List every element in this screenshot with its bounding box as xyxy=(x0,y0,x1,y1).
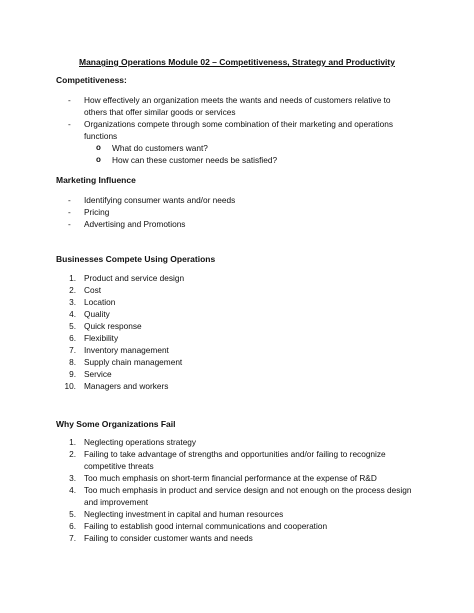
sub-bullet-o: o xyxy=(96,155,101,164)
list-number: 6. xyxy=(69,521,76,531)
list-item-line: Failing to take advantage of strengths and opportunities and/or failing to recognize xyxy=(84,449,386,459)
list-item-line: functions xyxy=(84,131,118,141)
list-number: 4. xyxy=(69,309,76,319)
list-item: Pricing xyxy=(84,207,110,217)
list-item-line: How effectively an organization meets the wants and needs of customers relative to xyxy=(84,95,391,105)
bullet-dash: - xyxy=(68,195,71,205)
list-item-line: Organizations compete through some combination of their marketing and operations xyxy=(84,119,394,129)
section-heading-failures: Why Some Organizations Fail xyxy=(56,419,176,429)
sub-bullet-o: o xyxy=(96,143,101,152)
sub-list-item: How can these customer needs be satisfied? xyxy=(112,155,278,165)
list-item-line: Too much emphasis in product and service design and not enough on the process design xyxy=(84,485,412,495)
list-item: Service xyxy=(84,369,112,379)
list-item: Flexibility xyxy=(84,333,119,343)
document-title: Managing Operations Module 02 – Competitiveness, Strategy and Productivity xyxy=(79,57,395,67)
list-item-line: Neglecting investment in capital and human resources xyxy=(84,509,284,519)
bullet-dash: - xyxy=(68,119,71,129)
list-item-line: others that offer similar goods or services xyxy=(84,107,236,117)
list-number: 5. xyxy=(69,321,76,331)
list-number: 1. xyxy=(69,273,76,283)
list-item: Cost xyxy=(84,285,102,295)
list-number: 7. xyxy=(69,533,76,543)
section-heading-competitiveness: Competitiveness: xyxy=(56,75,127,85)
section-heading-operations: Businesses Compete Using Operations xyxy=(56,254,216,264)
list-item-line: and improvement xyxy=(84,497,149,507)
list-number: 2. xyxy=(69,285,76,295)
sub-list-item: What do customers want? xyxy=(112,143,208,153)
list-item: Inventory management xyxy=(84,345,169,355)
list-item-line: Too much emphasis on short-term financial performance at the expense of R&D xyxy=(84,473,377,483)
list-item: Advertising and Promotions xyxy=(84,219,186,229)
list-item-line: competitive threats xyxy=(84,461,154,471)
list-number: 1. xyxy=(69,437,76,447)
list-number: 8. xyxy=(69,357,76,367)
list-number: 7. xyxy=(69,345,76,355)
list-item: Quick response xyxy=(84,321,142,331)
list-item: Location xyxy=(84,297,116,307)
list-item-line: Failing to consider customer wants and needs xyxy=(84,533,253,543)
section-heading-marketing: Marketing Influence xyxy=(56,175,136,185)
list-item-line: Failing to establish good internal communications and cooperation xyxy=(84,521,328,531)
bullet-dash: - xyxy=(68,207,71,217)
list-number: 10. xyxy=(64,381,76,391)
list-number: 6. xyxy=(69,333,76,343)
list-number: 5. xyxy=(69,509,76,519)
list-item: Supply chain management xyxy=(84,357,183,367)
list-item: Identifying consumer wants and/or needs xyxy=(84,195,236,205)
list-item: Managers and workers xyxy=(84,381,169,391)
list-number: 3. xyxy=(69,473,76,483)
list-item: Product and service design xyxy=(84,273,185,283)
bullet-dash: - xyxy=(68,219,71,229)
bullet-dash: - xyxy=(68,95,71,105)
list-item-line: Neglecting operations strategy xyxy=(84,437,197,447)
list-number: 3. xyxy=(69,297,76,307)
list-number: 2. xyxy=(69,449,76,459)
list-number: 9. xyxy=(69,369,76,379)
list-item: Quality xyxy=(84,309,110,319)
list-number: 4. xyxy=(69,485,76,495)
